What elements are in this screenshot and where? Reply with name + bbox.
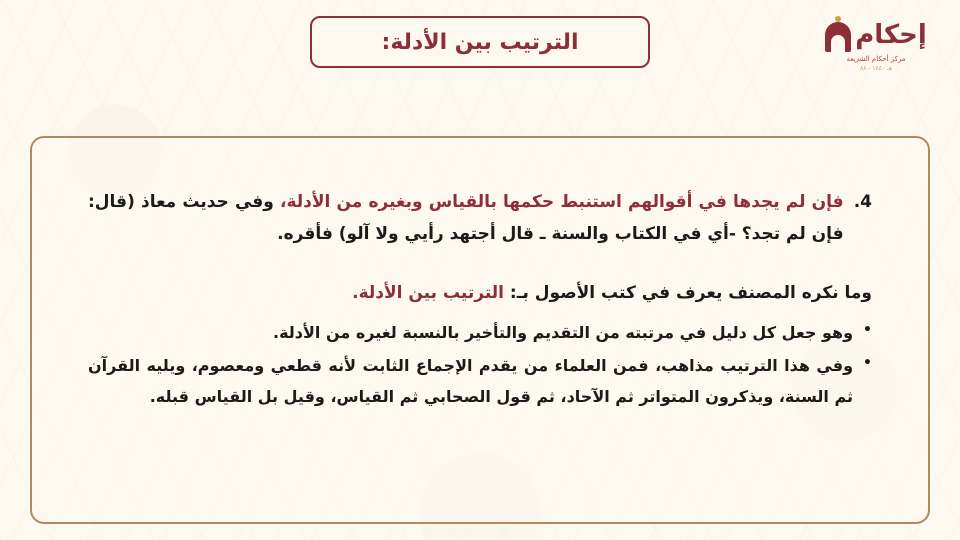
bullet-text: وهو جعل كل دليل في مرتبته من التقديم والتأخير بالنسبة لغيره من الأدلة. xyxy=(273,322,854,342)
logo-subtitle: مركز أحكام الشريعة xyxy=(846,55,906,63)
logo-subtitle-secondary: هـ ١٤٤٠ - ٨٨ xyxy=(859,65,893,72)
bullet-text: وفي هذا الترتيب مذاهب، فمن العلماء من يقدم الإجماع الثابت لأنه قطعي ومعصوم، ويليه القرآن ثم السنة، ويذكرون المتواتر ثم الآحاد، ثم قول الصحابي ثم القياس، وقيل بل القياس قبله. xyxy=(88,356,854,407)
list-item xyxy=(88,186,872,251)
lead-line-black-part: وما نكره المصنف يعرف في كتب الأصول بـ: xyxy=(509,282,872,303)
list-item-segment-highlight: فإن لم يجدها في أقوالهم استنبط حكمها بالقياس وبغيره من الأدلة، xyxy=(280,192,844,212)
list-item-number: 4. xyxy=(853,192,872,212)
lead-line xyxy=(88,277,872,309)
slide-title-banner xyxy=(310,16,650,68)
bullet-dot-icon: • xyxy=(863,321,872,338)
page-title: الترتيب بين الأدلة: xyxy=(381,29,579,55)
bullet-dot-icon: • xyxy=(863,355,872,372)
lead-line-red-part: الترتيب بين الأدلة. xyxy=(352,282,510,303)
brand-logo xyxy=(816,18,936,96)
logo-main-row xyxy=(825,18,927,52)
arch-mihrab-icon xyxy=(825,18,851,52)
list-item-body xyxy=(88,186,844,251)
list-item-segment-plain: وفي حديث معاذ (قال: فإن لم تجد؟ -أي في الكتاب والسنة ـ قال أجتهد رأيي ولا آلو) فأقره. xyxy=(88,192,844,245)
bullet-list xyxy=(88,317,872,413)
content-card xyxy=(30,136,930,524)
list-item xyxy=(88,350,872,412)
list-item xyxy=(88,317,872,348)
logo-wordmark: إحكام xyxy=(855,20,927,50)
